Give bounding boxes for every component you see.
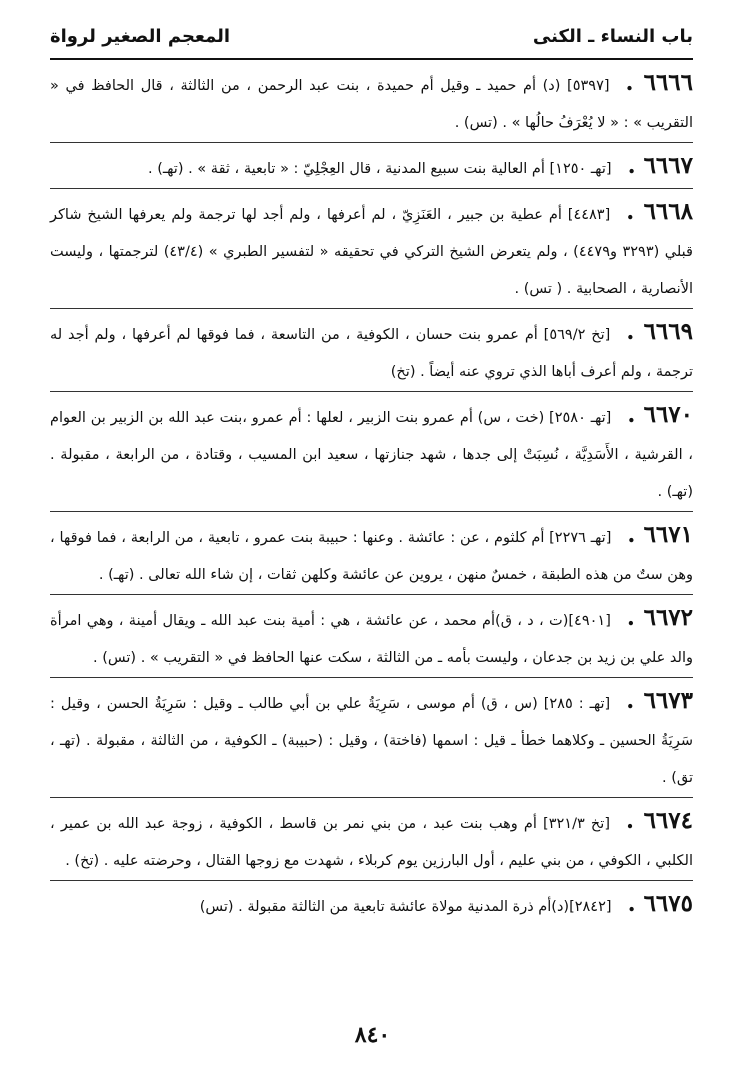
entry-text: [٤٩٠١](ت ، د ، ق)أم محمد ، عن عائشة ، هي : أمية بنت عبد الله ـ ويقال أمينة ، وهي امرأة والد علي بن زيد بن جدعان ، وليست بأمه ـ من الثالثة ، سكت عنها الحافظ في « التقريب » . (تس) . xyxy=(50,613,693,666)
entry-number: ٦٦٧٠ . xyxy=(627,401,694,428)
entry-6672 xyxy=(50,599,693,678)
entry-text: [تهـ : ٢٨٥] (س ، ق) أم موسى ، سَرِيَةُ علي بن أبي طالب ـ وقيل : سَرِيَةُ الحسن ، وقيل : سَرِيَةُ الحسين ـ وكلاهما خطأ ـ قيل : اسمها (فاختة) ، وقيل : (حبيبة) ـ الكوفية ، من الثالثة ، مقبولة . (تهـ ، تق) . xyxy=(50,696,693,786)
entry-number: ٦٦٦٨ . xyxy=(626,198,693,225)
entry-number: ٦٦٧٣ . xyxy=(626,687,693,714)
entry-6670 xyxy=(50,396,693,512)
entry-text: [٢٨٤٢](د)أم ذرة المدنية مولاة عائشة تابعية من الثالثة مقبولة . (تس) xyxy=(199,899,612,915)
entry-text: [تخ ٣٢١/٣] أم وهب بنت عبد ، من بني نمر بن قاسط ، الكوفية ، زوجة عبد الله بن عمير ، الكلبي ، الكوفي ، من بني عليم ، أول البارزين يوم كربلاء ، شهدت مع زوجها القتال ، وحرضته عليه . (تخ) . xyxy=(50,816,693,869)
entry-6671 xyxy=(50,516,693,595)
page-number: ٨٤٠ xyxy=(354,1022,391,1048)
entry-number: ٦٦٦٧ . xyxy=(627,152,693,179)
section-title: باب النساء ـ الكنى xyxy=(532,26,693,47)
entry-number: ٦٦٦٩ . xyxy=(626,318,693,345)
running-header xyxy=(50,24,693,60)
book-title: المعجم الصغير لرواة xyxy=(50,26,231,47)
entry-number: ٦٦٧١ . xyxy=(627,521,693,548)
entry-6667 xyxy=(50,147,693,189)
entry-number: ٦٦٧٤ . xyxy=(626,807,693,834)
entry-text: [تخ ٥٦٩/٢] أم عمرو بنت حسان ، الكوفية ، من التاسعة ، فما فوقها لم أعرفها ، ولم أجد له ترجمة ، ولم أعرف أباها الذي تروي عنه أيضاً . (تخ) xyxy=(50,327,693,380)
entry-6668 xyxy=(50,193,693,309)
entry-number: ٦٦٧٢ . xyxy=(626,604,694,631)
entry-number: ٦٦٧٥ . xyxy=(627,890,693,917)
entry-text: [تهـ ٢٢٧٦] أم كلثوم ، عن : عائشة . وعنها : حبيبة بنت عمرو ، تابعية ، من الرابعة ، فما فوقها ، وهن ستٌ من هذه الطبقة ، خمسٌ منهن ، يروين عن عائشة وكلهن ثقات ، إن شاء الله تعالى . (تهـ) . xyxy=(50,530,693,583)
entry-text: [تهـ ٢٥٨٠] (خت ، س) أم عمرو بنت الزبير ، لعلها : أم عمرو ،بنت عبد الله بن الزبير بن العوام ، القرشية ، الأَسَدِيَّة ، نُسِبَتْ إلى جدها ، شهد جنازتها ، سعيد ابن المسيب ، وقتادة ، من الرابعة ، مقبولة . (تهـ) . xyxy=(50,410,693,500)
entry-6674 xyxy=(50,802,693,881)
entries-list xyxy=(50,64,693,930)
entry-text: [٤٤٨٣] أم عطية بن جبير ، العَنَزِيّ ، لم أعرفها ، ولم أجد لها ترجمة ولم يعرفها الشيخ شاكر قبلي (٣٢٩٣ و٤٤٧٩) ، ولم يتعرض الشيخ التركي في تحقيقه « لتفسير الطبري » (٤٣/٤) لترجمتها ، وليست الأنصارية ، الصحابية . ( تس) . xyxy=(50,207,693,297)
entry-6669 xyxy=(50,313,693,392)
entry-text: [تهـ ١٢٥٠] أم العالية بنت سبيع المدنية ، قال العِجْلِيّ : « تابعية ، ثقة » . (تهـ) . xyxy=(147,161,612,177)
entry-6675 xyxy=(50,885,693,926)
entry-number: ٦٦٦٦ . xyxy=(625,69,694,96)
entry-6666 xyxy=(50,64,693,143)
entry-6673 xyxy=(50,682,693,798)
entry-text: [٥٣٩٧] (د) أم حميد ـ وقيل أم حميدة ، بنت عبد الرحمن ، من الثالثة ، قال الحافظ في « التقريب » : « لا يُعْرَفُ حالُها » . (تس) . xyxy=(50,78,693,131)
